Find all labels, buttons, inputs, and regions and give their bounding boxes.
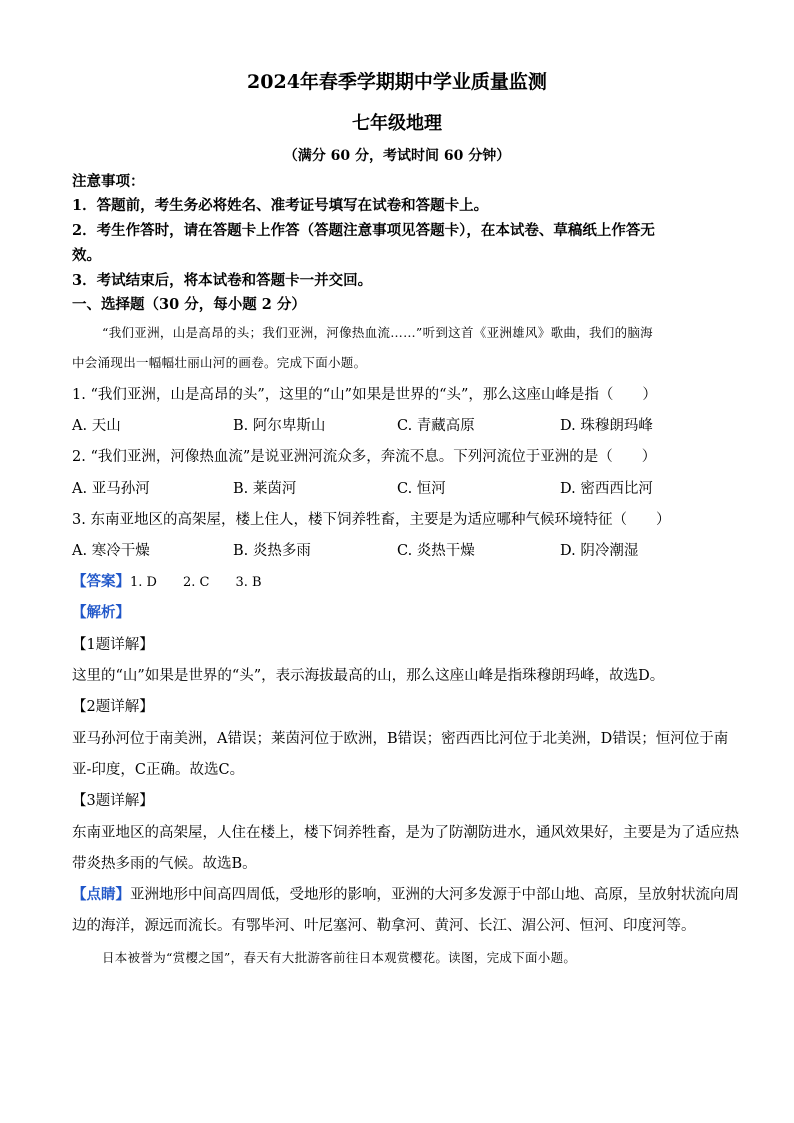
question-1-option-c: C. 青藏高原 xyxy=(397,418,475,434)
answer-values: 1. D 2. C 3. B xyxy=(130,575,262,590)
notice-item-3: 3．考试结束后，将本试卷和答题卡一并交回。 xyxy=(72,272,373,289)
question-2-stem: 2. “我们亚洲，河像热血流”是说亚洲河流众多，奔流不息。下列河流位于亚洲的是（ ） xyxy=(72,449,657,465)
tip-text-line1: 亚洲地形中间高四周低，受地形的影响，亚洲的大河多发源于中部山地、高原，呈放射状流向周 xyxy=(130,887,739,903)
q1-detail-text: 这里的“山”如果是世界的“头”，表示海拔最高的山，那么这座山峰是指珠穆朗玛峰，故选D。 xyxy=(72,668,665,684)
notice-item-2-line1: 2．考生作答时，请在答题卡上作答（答题注意事项见答题卡），在本试卷、草稿纸上作答无 xyxy=(72,222,655,239)
notice-item-1: 1．答题前，考生务必将姓名、准考证号填写在试卷和答题卡上。 xyxy=(72,197,489,214)
question-1-option-a: A. 天山 xyxy=(72,418,121,434)
section1-heading: 一、选择题（30 分，每小题 2 分） xyxy=(72,296,306,313)
analysis-label: 【解析】 xyxy=(72,604,130,621)
notice-heading: 注意事项： xyxy=(72,173,145,190)
question-1-option-b: B. 阿尔卑斯山 xyxy=(233,418,326,434)
question-3-option-a: A. 寒冷干燥 xyxy=(72,543,150,559)
tip-label: 【点睛】 xyxy=(72,886,130,903)
exam-subject: 七年级地理 xyxy=(352,113,442,134)
answer-line xyxy=(72,572,262,593)
q3-detail-label: 【3题详解】 xyxy=(72,793,154,809)
question-3-option-c: C. 炎热干燥 xyxy=(397,543,475,559)
section1-intro-line1: “我们亚洲，山是高昂的头；我们亚洲，河像热血流……”听到这首《亚洲雄风》歌曲，我们的脑海 xyxy=(102,325,653,340)
q2-detail-label: 【2题详解】 xyxy=(72,699,154,715)
question-2-option-c: C. 恒河 xyxy=(397,481,446,497)
exam-title: 2024年春季学期期中学业质量监测 xyxy=(247,71,547,93)
next-group-intro: 日本被誉为“赏樱之国”，春天有大批游客前往日本观赏樱花。读图，完成下面小题。 xyxy=(102,950,577,965)
question-2-option-d: D. 密西西比河 xyxy=(560,481,653,497)
q1-detail-label: 【1题详解】 xyxy=(72,637,154,653)
notice-item-2-line2: 效。 xyxy=(72,247,101,264)
answer-label: 【答案】 xyxy=(72,573,130,590)
section1-intro-line2: 中会涌现出一幅幅壮丽山河的画卷。完成下面小题。 xyxy=(72,355,367,370)
question-3-option-d: D. 阴冷潮湿 xyxy=(560,543,639,559)
q2-detail-line2: 亚-印度，C正确。故选C。 xyxy=(72,762,245,778)
question-3-option-b: B. 炎热多雨 xyxy=(233,543,311,559)
tip-line2: 边的海洋，源远而流长。有鄂毕河、叶尼塞河、勒拿河、黄河、长江、湄公河、恒河、印度河等。 xyxy=(72,918,696,934)
q3-detail-line1: 东南亚地区的高架屋，人住在楼上，楼下饲养牲畜，是为了防潮防进水，通风效果好，主要是为了适应热 xyxy=(72,825,739,841)
question-2-option-a: A. 亚马孙河 xyxy=(72,481,150,497)
score-info: （满分 60 分，考试时间 60 分钟） xyxy=(283,148,511,164)
q2-detail-line1: 亚马孙河位于南美洲，A错误；莱茵河位于欧洲，B错误；密西西比河位于北美洲，D错误；恒河位于南 xyxy=(72,731,729,747)
q3-detail-line2: 带炎热多雨的气候。故选B。 xyxy=(72,856,257,872)
tip-line1 xyxy=(72,885,739,905)
question-1-option-d: D. 珠穆朗玛峰 xyxy=(560,418,653,434)
question-1-stem: 1. “我们亚洲，山是高昂的头”，这里的“山”如果是世界的“头”，那么这座山峰是指（ ） xyxy=(72,387,657,403)
question-3-stem: 3. 东南亚地区的高架屋，楼上住人，楼下饲养牲畜，主要是为适应哪种气候环境特征（ ） xyxy=(72,512,671,528)
question-2-option-b: B. 莱茵河 xyxy=(233,481,297,497)
